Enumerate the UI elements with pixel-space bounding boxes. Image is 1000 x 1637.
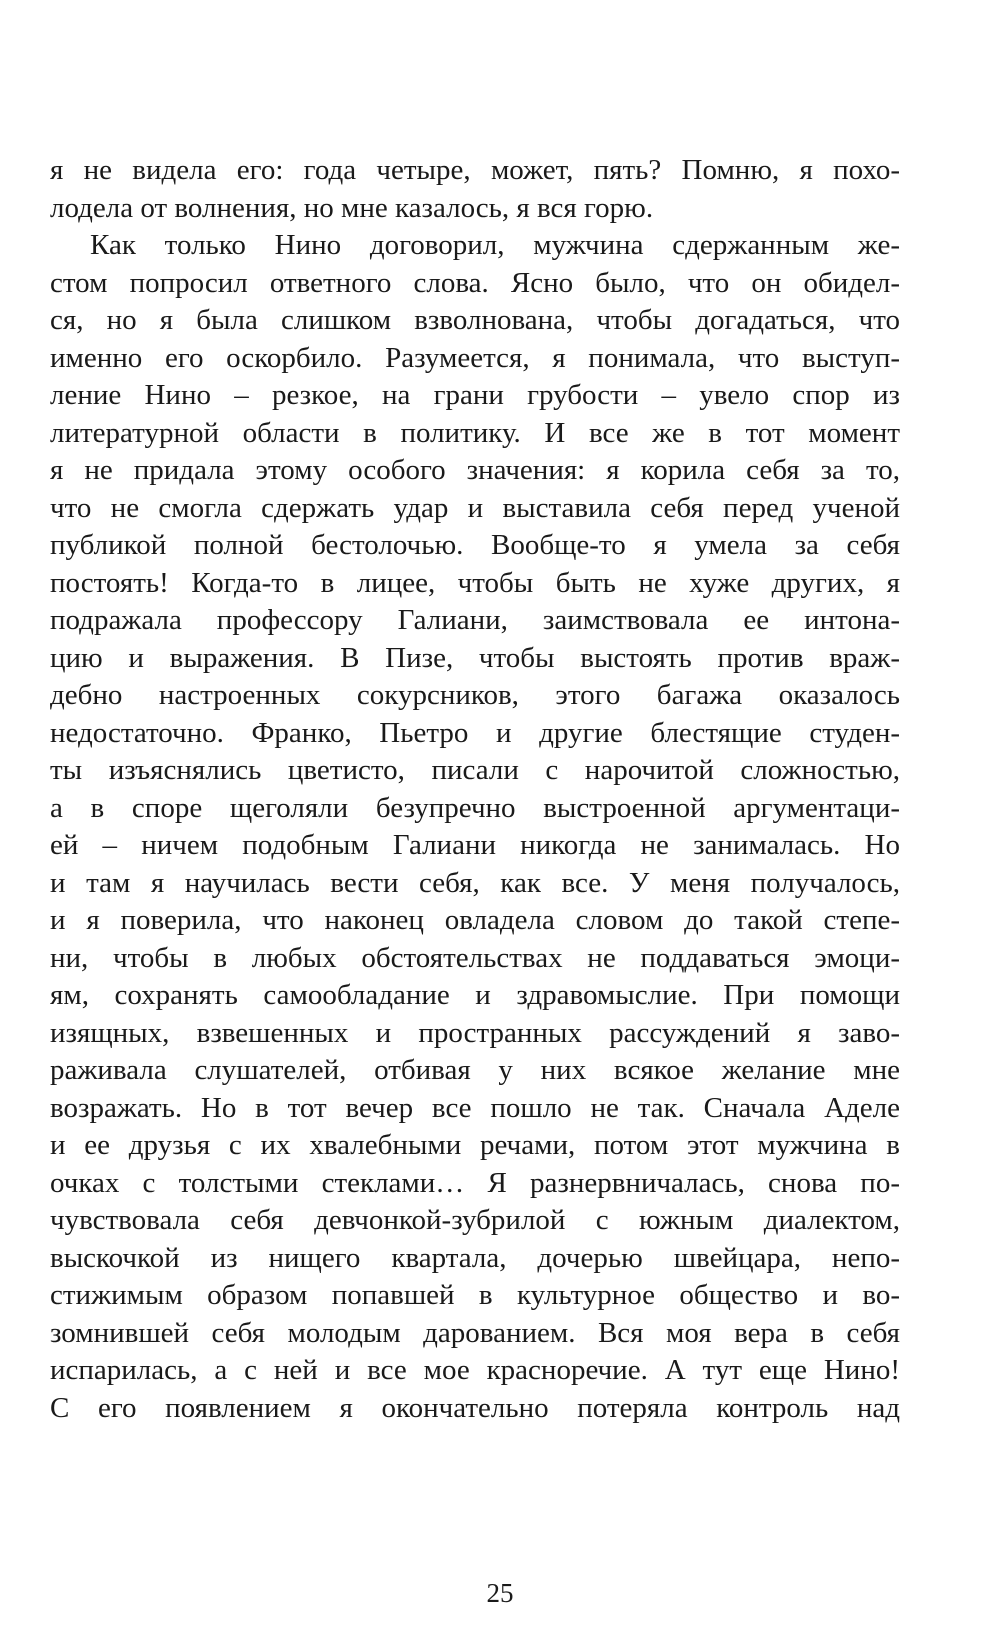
text-line: я не придала этому особого значения: я корила себя за то, <box>50 454 900 486</box>
text-line: ление Нино – резкое, на грани грубости – увело спор из <box>50 379 900 411</box>
text-line: ей – ничем подобным Галиани никогда не занималась. Но <box>50 829 900 861</box>
text-line: Как только Нино договорил, мужчина сдержанным же- <box>90 229 900 261</box>
text-line: дебно настроенных сокурсников, этого багажа оказалось <box>50 679 900 711</box>
text-line: и я поверила, что наконец овладела словом до такой степе- <box>50 904 900 936</box>
text-line: ни, чтобы в любых обстоятельствах не поддаваться эмоци- <box>50 941 900 974</box>
text-line: зомнившей себя молодым дарованием. Вся моя вера в себя <box>50 1316 900 1349</box>
text-line: подражала профессору Галиани, заимствовала ее интона- <box>50 604 900 636</box>
text-line: я не видела его: года четыре, может, пять? Помню, я похо- <box>50 154 900 186</box>
text-line: что не смогла сдержать удар и выставила себя перед ученой <box>50 491 900 524</box>
text-line: испарилась, а с ней и все мое красноречие. А тут еще Нино! <box>50 1354 900 1386</box>
text-line: и ее друзья с их хвалебными речами, потом этот мужчина в <box>50 1129 900 1161</box>
text-line: именно его оскорбило. Разумеется, я понимала, что выступ- <box>50 341 900 374</box>
text-line: стижимым образом попавшей в культурное общество и во- <box>50 1279 900 1311</box>
text-line: публикой полной бестолочью. Вообще-то я умела за себя <box>50 529 900 561</box>
text-line: очках с толстыми стеклами… Я разнервничалась, снова по- <box>50 1166 900 1199</box>
text-line: и там я научилась вести себя, как все. У меня получалось, <box>50 866 900 899</box>
text-line: ся, но я была слишком взволнована, чтобы догадаться, что <box>50 304 900 336</box>
text-line: раживала слушателей, отбивая у них всякое желание мне <box>50 1054 900 1086</box>
text-line: лодела от волнения, но мне казалось, я вся горю. <box>50 191 654 224</box>
text-line: стом попросил ответного слова. Ясно было, что он обидел- <box>50 266 900 299</box>
body-text <box>50 152 900 1427</box>
text-line: литературной области в политику. И все же в тот момент <box>50 416 900 449</box>
text-line: чувствовала себя девчонкой-зубрилой с южным диалектом, <box>50 1204 900 1236</box>
text-line: цию и выражения. В Пизе, чтобы выстоять против враж- <box>50 641 900 674</box>
text-line: постоять! Когда-то в лицее, чтобы быть не хуже других, я <box>50 566 900 599</box>
text-line: С его появлением я окончательно потеряла контроль над <box>50 1391 900 1424</box>
text-line: ям, сохранять самообладание и здравомыслие. При помощи <box>50 979 900 1011</box>
text-line: изящных, взвешенных и пространных рассуждений я заво- <box>50 1016 900 1049</box>
page-number: 25 <box>486 1578 514 1608</box>
text-line: а в споре щеголяли безупречно выстроенной аргументаци- <box>50 791 900 824</box>
text-line: ты изъяснялись цветисто, писали с нарочитой сложностью, <box>50 754 900 786</box>
text-line: выскочкой из нищего квартала, дочерью швейцара, непо- <box>50 1241 900 1274</box>
text-line: недостаточно. Франко, Пьетро и другие блестящие студен- <box>50 716 900 749</box>
text-line: возражать. Но в тот вечер все пошло не так. Сначала Аделе <box>50 1091 900 1124</box>
